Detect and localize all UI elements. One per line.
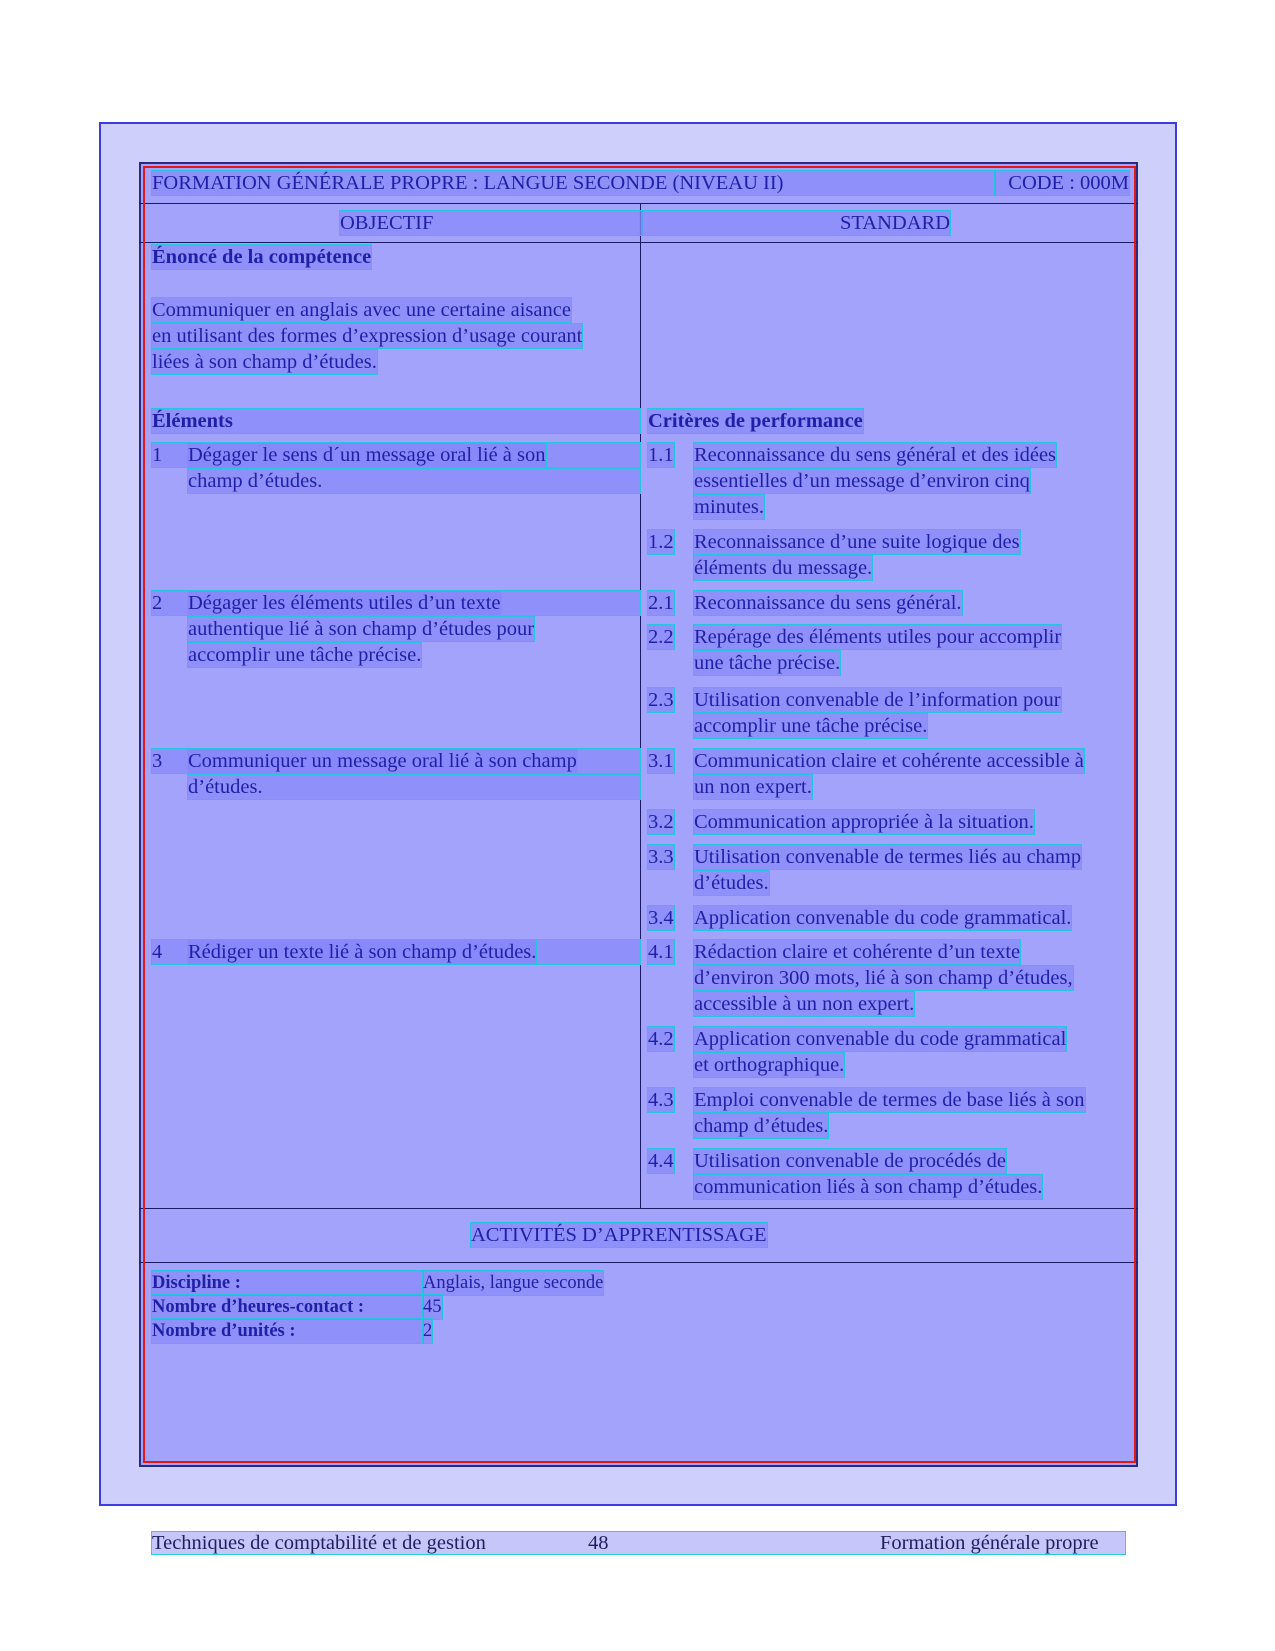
critere-number: 3.2 — [648, 811, 674, 833]
critere-number: 3.4 — [648, 907, 674, 929]
critere-number: 1.2 — [648, 531, 674, 553]
critere-text: Utilisation convenable de l’information pour — [694, 689, 1061, 711]
enonce-heading: Énoncé de la compétence — [152, 246, 372, 268]
critere-text: d’études. — [694, 872, 769, 894]
critere-text: Communication claire et cohérente accessible à — [694, 750, 1084, 772]
elements-heading: Éléments — [152, 409, 640, 433]
critere-number: 2.3 — [648, 689, 674, 711]
critere-number: 2.1 — [648, 592, 674, 614]
critere-text: une tâche précise. — [694, 652, 841, 674]
form-title: FORMATION GÉNÉRALE PROPRE : LANGUE SECONDE (NIVEAU II) — [152, 171, 995, 195]
critere-text: Reconnaissance du sens général et des idées — [694, 444, 1057, 466]
column-divider — [640, 203, 641, 1208]
element-text: champ d’études. — [188, 469, 640, 493]
critere-number: 4.3 — [648, 1089, 674, 1111]
critere-number: 2.2 — [648, 626, 674, 648]
discipline-label: Discipline : — [152, 1271, 423, 1295]
footer-section: Formation générale propre — [880, 1532, 1099, 1554]
element-text: Dégager le sens d´un message oral lié à son — [188, 444, 546, 466]
critere-text: Reconnaissance d’une suite logique des — [694, 531, 1020, 553]
critere-number: 1.1 — [648, 444, 674, 466]
element-number: 1 — [152, 443, 640, 467]
critere-number: 3.1 — [648, 750, 674, 772]
critere-text: accomplir une tâche précise. — [694, 715, 928, 737]
footer-program: Techniques de comptabilité et de gestion — [152, 1532, 486, 1554]
critere-text: Repérage des éléments utiles pour accomplir — [694, 626, 1062, 648]
critere-text: champ d’études. — [694, 1115, 829, 1137]
element-text: Dégager les éléments utiles d’un texte — [188, 592, 501, 614]
critere-text: communication liés à son champ d’études. — [694, 1176, 1043, 1198]
critere-text: éléments du message. — [694, 557, 873, 579]
units-value: 2 — [423, 1321, 433, 1341]
element-text: Communiquer un message oral lié à son champ — [188, 750, 577, 772]
activites-heading: ACTIVITÉS D’APPRENTISSAGE — [471, 1224, 767, 1246]
enonce-line: Communiquer en anglais avec une certaine aisance — [152, 299, 571, 321]
critere-text: Utilisation convenable de termes liés au champ — [694, 846, 1082, 868]
critere-number: 4.2 — [648, 1028, 674, 1050]
critere-text: Communication appropriée à la situation. — [694, 811, 1034, 833]
hours-label: Nombre d’heures-contact : — [152, 1295, 423, 1319]
footer-page-number: 48 — [588, 1532, 609, 1554]
objectif-heading: OBJECTIF — [340, 211, 642, 235]
critere-text: d’environ 300 mots, lié à son champ d’études, — [694, 967, 1073, 989]
critere-text: et orthographique. — [694, 1054, 845, 1076]
element-text: authentique lié à son champ d’études pour — [188, 618, 535, 640]
criteres-heading: Critères de performance — [648, 410, 863, 432]
element-number: 4 — [152, 940, 640, 964]
activities-rule — [139, 1262, 1138, 1263]
enonce-line: en utilisant des formes d’expression d’usage courant — [152, 325, 583, 347]
critere-text: Reconnaissance du sens général. — [694, 592, 962, 614]
element-number: 2 — [152, 591, 640, 615]
critere-text: Utilisation convenable de procédés de — [694, 1150, 1006, 1172]
header-rule — [139, 203, 1138, 204]
critere-text: Emploi convenable de termes de base liés à son — [694, 1089, 1085, 1111]
discipline-value: Anglais, langue seconde — [423, 1273, 604, 1293]
element-number: 3 — [152, 749, 640, 773]
critere-number: 4.1 — [648, 941, 674, 963]
critere-number: 3.3 — [648, 846, 674, 868]
units-label: Nombre d’unités : — [152, 1319, 423, 1343]
element-text: Rédiger un texte lié à son champ d’études. — [188, 941, 537, 963]
critere-text: Application convenable du code grammatical. — [694, 907, 1072, 929]
critere-text: un non expert. — [694, 776, 812, 798]
element-text: accomplir une tâche précise. — [188, 644, 422, 666]
hours-value: 45 — [423, 1297, 442, 1317]
columns-rule — [139, 242, 1138, 243]
critere-text: Application convenable du code grammatical — [694, 1028, 1067, 1050]
standard-heading: STANDARD — [640, 211, 950, 235]
critere-text: accessible à un non expert. — [694, 993, 915, 1015]
element-text: d’études. — [188, 775, 640, 799]
critere-text: Rédaction claire et cohérente d’un texte — [694, 941, 1021, 963]
enonce-line: liées à son champ d’études. — [152, 351, 377, 373]
critere-text: essentielles d’un message d’environ cinq — [694, 470, 1030, 492]
critere-text: minutes. — [694, 496, 765, 518]
form-code: CODE : 000M — [995, 171, 1129, 195]
critere-number: 4.4 — [648, 1150, 674, 1172]
standard-end-rule — [139, 1208, 1138, 1209]
